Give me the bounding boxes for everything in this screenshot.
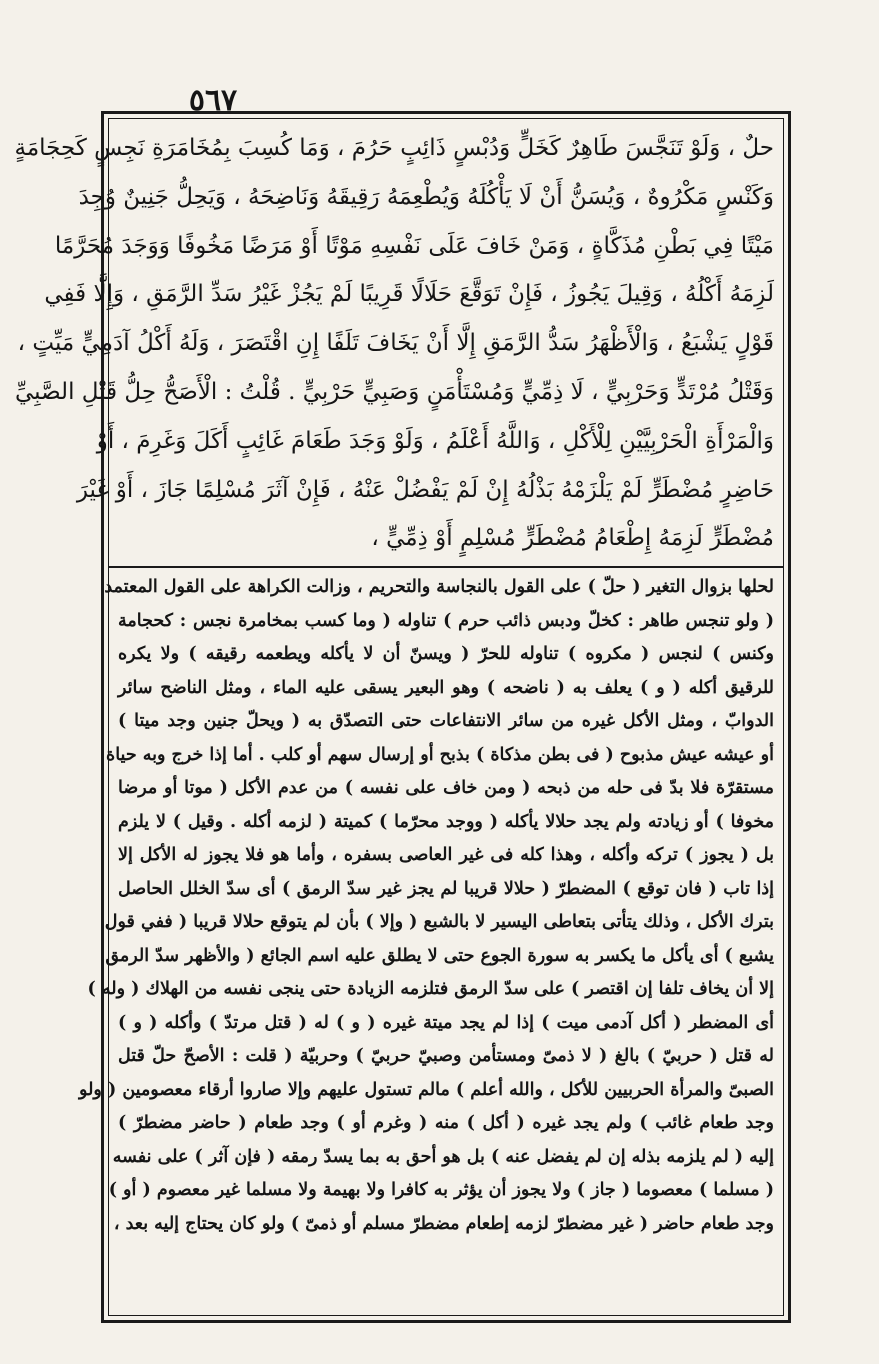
matn-line: قَوْلٍ يَشْبَعُ ، وَالْأَظْهَرُ سَدُّ الرَّمَقِ إِلَّا أَنْ يَخَافَ تَلَفًا إِنِ اقْتَصَرَ ، وَلَهُ أَكْلُ آدَمِيٍّ مَيِّتٍ ،: [17, 330, 774, 357]
sharh-line: ( مسلما ) معصوما ( جاز ) ولا يجوز أن يؤثر به كافرا ولا بهيمة ولا مسلما غير معصوم ( أو ): [108, 1180, 774, 1200]
sharh-line: بل ( يجوز ) تركه وأكله ، وهذا كله فى غير العاصى بسفره ، وأما هو فلا يجوز له الأكل إلا: [118, 845, 774, 865]
matn-line: وَالْمَرْأَةِ الْحَرْبِيَّيْنِ لِلْأَكْلِ ، وَاللَّهُ أَعْلَمُ ، وَلَوْ وَجَدَ طَعَامَ غَائِبٍ أَكَلَ وَغَرِمَ ، أَوْ: [96, 427, 774, 454]
sharh-line: بترك الأكل ، وذلك يتأتى بتعاطى اليسير لا بالشبع ( وإلا ) بأن لم يتوقع حلالا قريبا ( ففي قول: [104, 912, 774, 932]
sharh-line: مخوفا ) أو زيادته ولم يجد حلالا يأكله ( ووجد محرّما ) كميتة ( لزمه أكله . وقيل ) لا يلزم: [118, 811, 774, 832]
matn-text-block: [14, 124, 774, 564]
sharh-text-block: [79, 571, 774, 1309]
matn-line: حلٌ ، وَلَوْ تَنَجَّسَ طَاهِرٌ كَخَلٍّ وَدُبْسٍ ذَائِبٍ حَرُمَ ، وَمَا كُسِبَ بِمُخَامَرَةِ نَجِسٍ كَحِجَامَةٍ: [14, 135, 774, 161]
sharh-line: ( ولو تنجس طاهر : كخلّ ودبس ذائب حرم ) تناوله ( وما كسب بمخامرة نجس : كحجامة: [118, 610, 774, 631]
matn-line: لَزِمَهُ أَكْلُهُ ، وَقِيلَ يَجُوزُ ، فَإِنْ تَوَقَّعَ حَلَالًا قَرِيبًا لَمْ يَجُزْ غَيْرُ سَدِّ الرَّمَقِ ، وَإِلَّا فَفِي: [44, 281, 774, 308]
sharh-line: وكنس ) لنجس ( مكروه ) تناوله للحرّ ( ويسنّ أن لا يأكله ويطعمه رقيقه ) ولا يكره: [118, 644, 774, 664]
sharh-line: الدوابّ ، ومثل الأكل غيره من سائر الانتفاعات حتى التصدّق به ( ويحلّ جنين وجد ميتا ): [118, 711, 774, 731]
sharh-line: أى المضطر ( أكل آدمى ميت ) إذا لم يجد ميتة غيره ( و ) له ( قتل مرتدّ ) وأكله ( و ): [118, 1012, 774, 1033]
matn-line: وَقَتْلُ مُرْتَدٍّ وَحَرْبِيٍّ ، لَا ذِمِّيٍّ وَمُسْتَأْمَنٍ وَصَبِيٍّ حَرْبِيٍّ . قُلْتُ : الْأَصَحُّ حِلُّ قَتْلِ الصَّبِيِّ: [15, 378, 774, 405]
section-divider: [108, 566, 784, 568]
sharh-line: إليه ( لم يلزمه بذله إن لم يفضل عنه ) بل هو أحق به بما يسدّ رمقه ( فإن آثر ) على نفسه: [112, 1146, 774, 1167]
sharh-line: يشبع ) أى يأكل ما يكسر به سورة الجوع حتى لا يطلق عليه اسم الجائع ( والأظهر سدّ الرمق: [105, 945, 774, 966]
sharh-line: للرقيق أكله ( و ) يعلف به ( ناضحه ) وهو البعير يسقى عليه الماء ، ومثل الناضح سائر: [118, 677, 774, 698]
sharh-line: مستقرّة فلا بدّ فى حله من ذبحه ( ومن خاف على نفسه ) من عدم الأكل ( موتا أو مرضا: [118, 778, 774, 798]
sharh-line: أو عيشه عيش مذبوح ( فى بطن مذكاة ) بذبح أو إرسال سهم أو كلب . أما إذا خرج وبه حياة: [106, 744, 774, 765]
page-number: ٥٦٧: [188, 83, 238, 118]
sharh-line: الصبىّ والمرأة الحربيين للأكل ، والله أعلم ) مالم تستول عليهم وإلا صاروا أرقاء معصومين ( ولو: [79, 1079, 774, 1100]
sharh-line: إلا أن يخاف تلفا إن اقتصر ) على سدّ الرمق فتلزمه الزيادة حتى ينجى نفسه من الهلاك ( وله ): [87, 979, 774, 999]
sharh-line: وجد طعام حاضر ( غير مضطرّ لزمه إطعام مضطرّ مسلم أو ذمىّ ) ولو كان يحتاج إليه بعد ،: [113, 1213, 774, 1234]
matn-line: وَكَنْسٍ مَكْرُوهٌ ، وَيُسَنُّ أَنْ لَا يَأْكُلَهُ وَيُطْعِمَهُ رَقِيقَهُ وَنَاضِحَهُ ، وَيَحِلُّ جَنِينٌ وُجِدَ: [78, 183, 774, 210]
sharh-line: إذا تاب ( فان توقع ) المضطرّ ( حلالا قريبا لم يجز غير سدّ الرمق ) أى سدّ الخلل الحاصل: [118, 878, 774, 899]
matn-line: حَاضِرٍ مُضْطَرٍّ لَمْ يَلْزَمْهُ بَذْلُهُ إِنْ لَمْ يَفْضُلْ عَنْهُ ، فَإِنْ آثَرَ مُسْلِمًا جَازَ ، أَوْ غَيْرَ: [76, 476, 774, 503]
sharh-line: له قتل ( حربيّ ) بالغ ( لا ذمىّ ومستأمن وصبيّ حربيّ ) وحربيّة ( قلت : الأصحّ حلّ قتل: [118, 1046, 774, 1066]
sharh-line: وجد طعام غائب ) ولم يجد غيره ( أكل ) منه ( وغرم أو ) وجد طعام ( حاضر مضطرّ ): [118, 1113, 774, 1133]
matn-line: مَيْتًا فِي بَطْنِ مُذَكَّاةٍ ، وَمَنْ خَافَ عَلَى نَفْسِهِ مَوْتًا أَوْ مَرَضًا مَخُوفًا وَوَجَدَ مُحَرَّمًا: [54, 232, 774, 259]
sharh-line: لحلها بزوال التغير ( حلّ ) على القول بالنجاسة والتحريم ، وزالت الكراهة على القول المعتمد: [104, 577, 774, 597]
matn-line: مُضْطَرٍّ لَزِمَهُ إِطْعَامُ مُضْطَرٍّ مُسْلِمٍ أَوْ ذِمِّيٍّ ،: [371, 525, 774, 552]
